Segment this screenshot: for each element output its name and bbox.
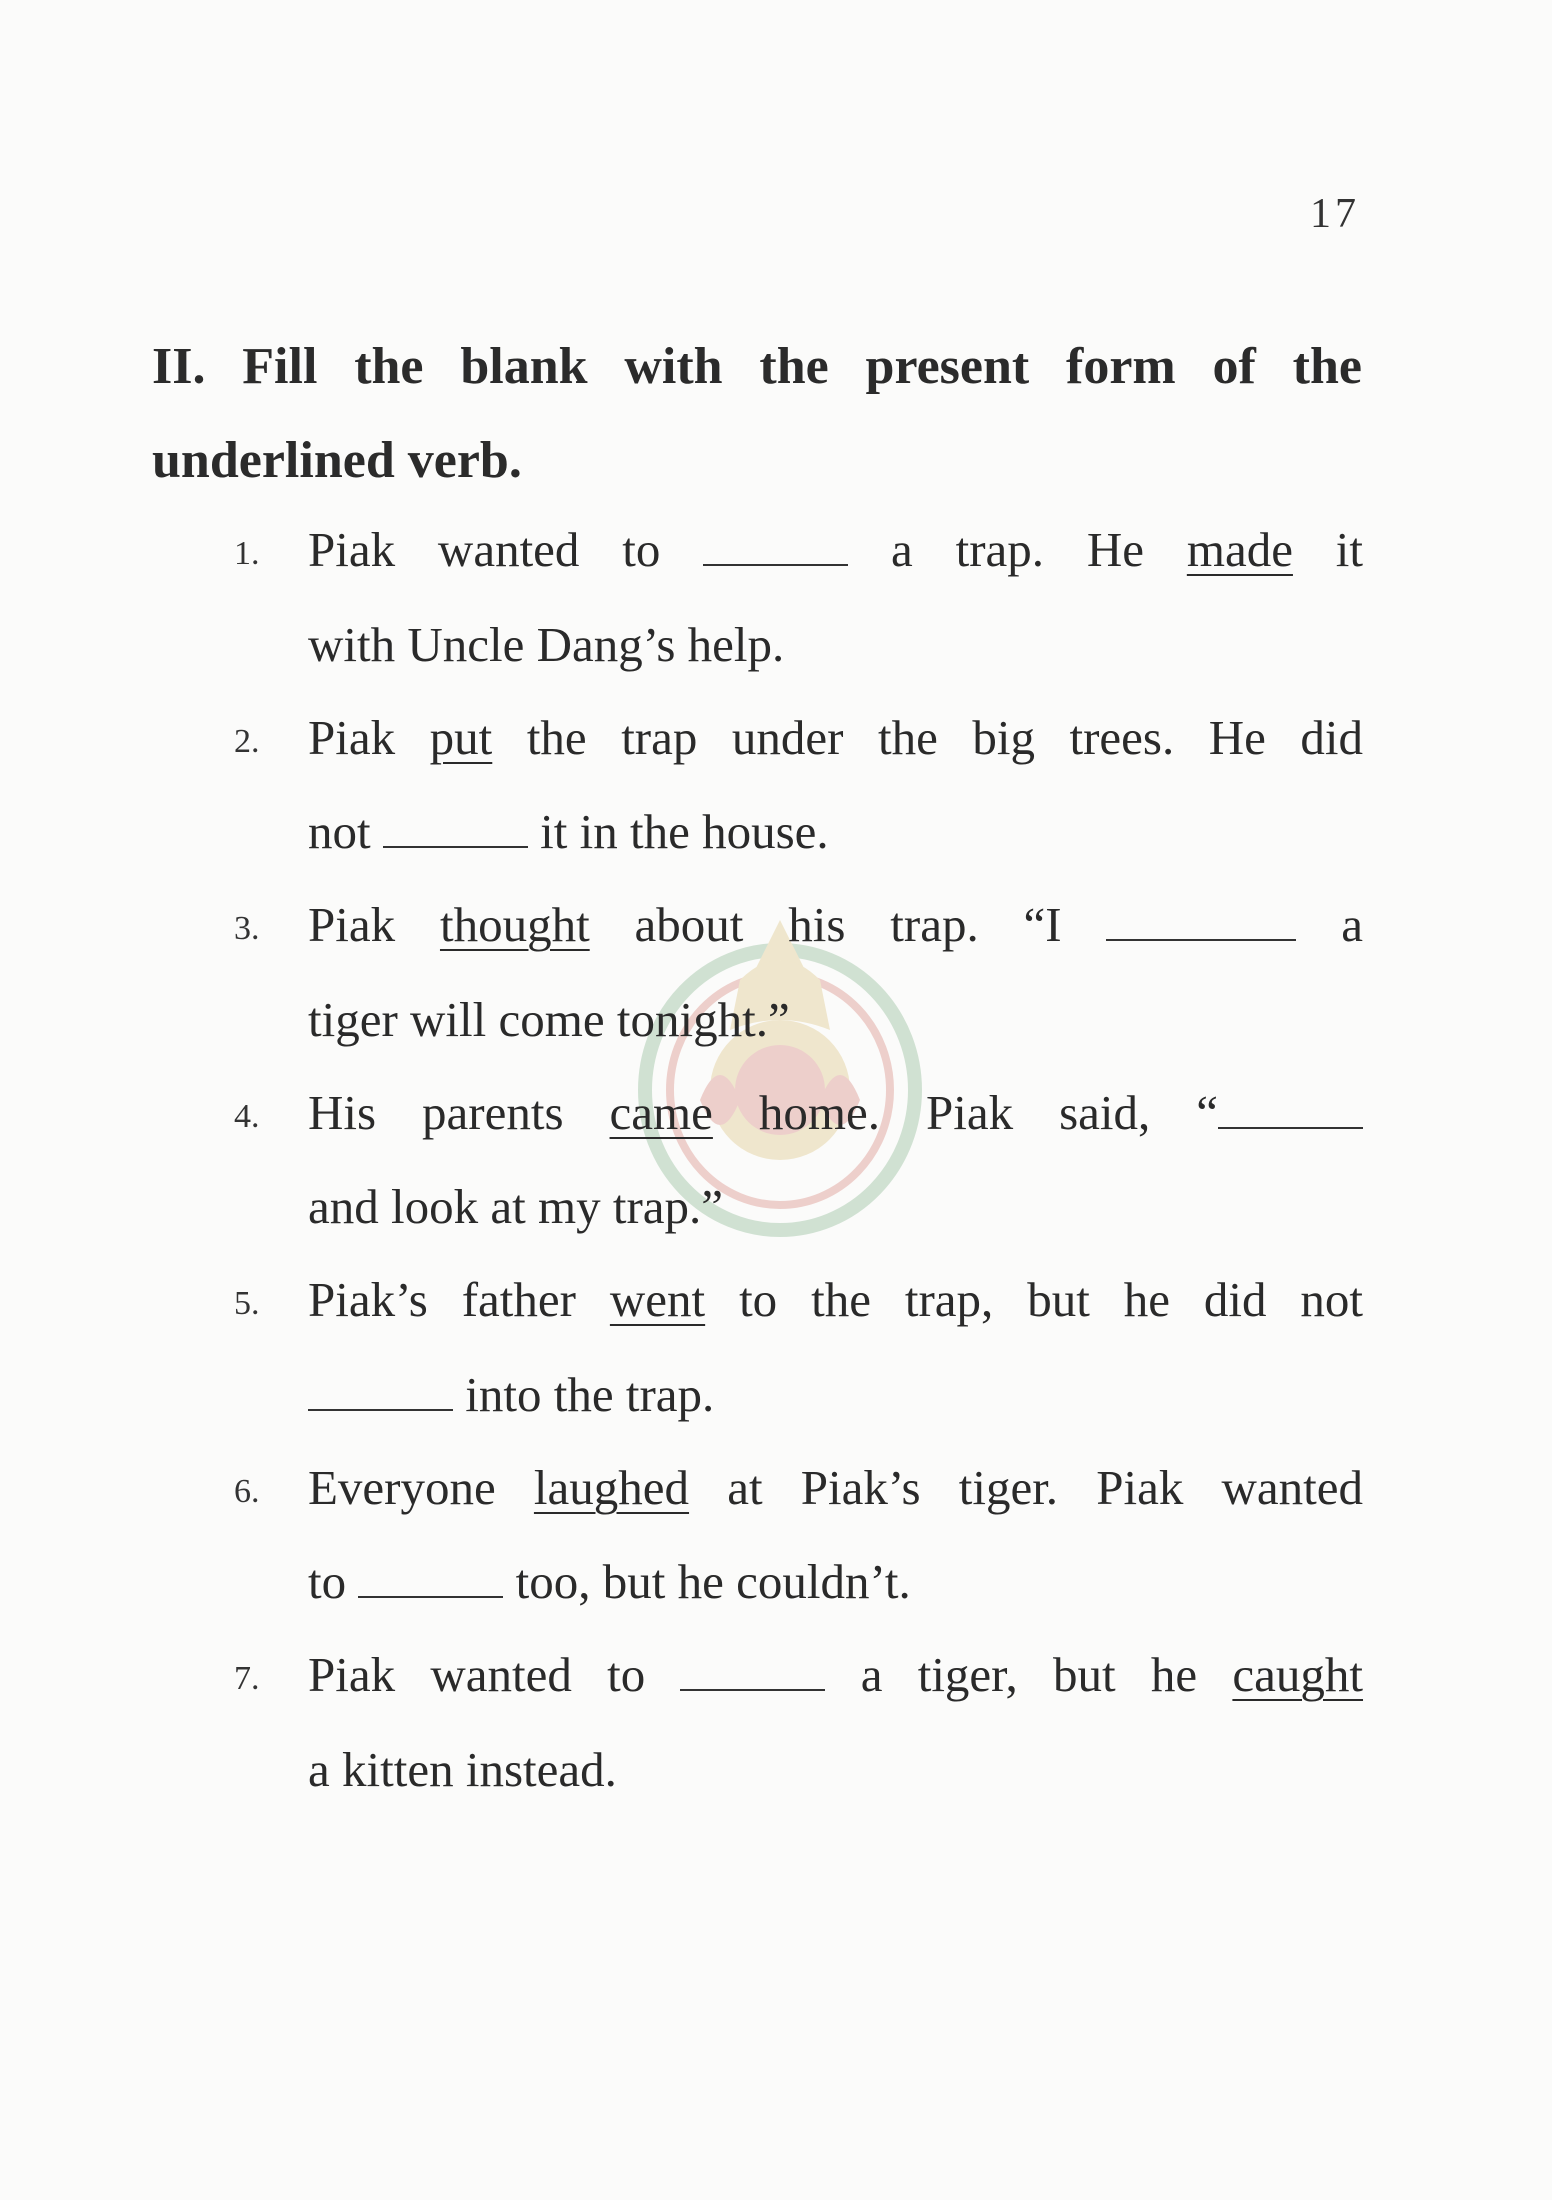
underlined-verb: caught bbox=[1232, 1647, 1364, 1702]
item-text: it bbox=[1335, 522, 1364, 577]
heading-line-2: underlined verb. bbox=[152, 432, 522, 489]
item-line bbox=[308, 615, 1363, 675]
underlined-verb: laughed bbox=[533, 1460, 690, 1515]
item-text: with Uncle Dang’s help. bbox=[308, 617, 785, 672]
item-line bbox=[308, 990, 1363, 1050]
item-line bbox=[308, 708, 1363, 768]
answer-blank[interactable] bbox=[680, 1649, 825, 1691]
item-text: Piak bbox=[308, 897, 396, 952]
item-line bbox=[308, 1270, 1363, 1330]
item-number: 4. bbox=[234, 1098, 260, 1135]
item-number: 5. bbox=[234, 1285, 260, 1322]
item-text: and look at my trap.” bbox=[308, 1179, 724, 1234]
item-line bbox=[308, 1740, 1363, 1800]
item-number: 7. bbox=[234, 1660, 260, 1697]
item-text: not bbox=[308, 804, 371, 859]
item-text: to bbox=[308, 1554, 347, 1609]
item-line bbox=[308, 1552, 1363, 1612]
underlined-verb: came bbox=[609, 1085, 713, 1140]
answer-blank[interactable] bbox=[1106, 899, 1296, 941]
item-text: His parents bbox=[308, 1085, 564, 1140]
item-text: home. Piak said, “ bbox=[758, 1085, 1218, 1140]
item-text: into the trap. bbox=[465, 1367, 715, 1422]
answer-blank[interactable] bbox=[383, 806, 528, 848]
item-number: 1. bbox=[234, 535, 260, 572]
item-text: about his trap. “I bbox=[634, 897, 1062, 952]
item-line bbox=[308, 895, 1363, 955]
underlined-verb: put bbox=[429, 710, 493, 765]
item-text-with-blank bbox=[759, 1085, 1363, 1140]
item-text: Piak bbox=[308, 710, 396, 765]
item-text: too, but he couldn’t. bbox=[515, 1554, 911, 1609]
item-text: at Piak’s tiger. Piak wanted bbox=[727, 1460, 1364, 1515]
answer-blank[interactable] bbox=[308, 1369, 453, 1411]
item-text: a tiger, but he bbox=[860, 1647, 1198, 1702]
item-line bbox=[308, 802, 1363, 862]
item-text: tiger will come tonight.” bbox=[308, 992, 790, 1047]
item-text: a bbox=[1341, 897, 1364, 952]
item-text: the trap under the big trees. He did bbox=[526, 710, 1364, 765]
item-number: 2. bbox=[234, 723, 260, 760]
underlined-verb: made bbox=[1186, 522, 1293, 577]
underlined-verb: thought bbox=[439, 897, 590, 952]
item-text: to the trap, but he did not bbox=[739, 1272, 1364, 1327]
item-number: 6. bbox=[234, 1473, 260, 1510]
item-line bbox=[308, 520, 1363, 580]
item-line bbox=[308, 1645, 1363, 1705]
answer-blank[interactable] bbox=[1218, 1087, 1363, 1129]
answer-blank[interactable] bbox=[358, 1556, 503, 1598]
item-number: 3. bbox=[234, 910, 260, 947]
item-text: Piak wanted to bbox=[308, 522, 661, 577]
item-text: Piak wanted to bbox=[308, 1647, 646, 1702]
item-line bbox=[308, 1365, 1363, 1425]
item-line bbox=[308, 1177, 1363, 1237]
heading-line-1: II. Fill the blank with the present form of the bbox=[152, 338, 1362, 395]
item-text: it in the house. bbox=[540, 804, 829, 859]
item-text: a kitten instead. bbox=[308, 1742, 617, 1797]
item-text: Everyone bbox=[308, 1460, 496, 1515]
page-number: 17 bbox=[1310, 191, 1360, 237]
item-line bbox=[308, 1083, 1363, 1143]
item-text: a trap. He bbox=[891, 522, 1144, 577]
answer-blank[interactable] bbox=[703, 524, 848, 566]
item-text: Piak’s father bbox=[308, 1272, 576, 1327]
underlined-verb: went bbox=[609, 1272, 706, 1327]
item-line bbox=[308, 1458, 1363, 1518]
